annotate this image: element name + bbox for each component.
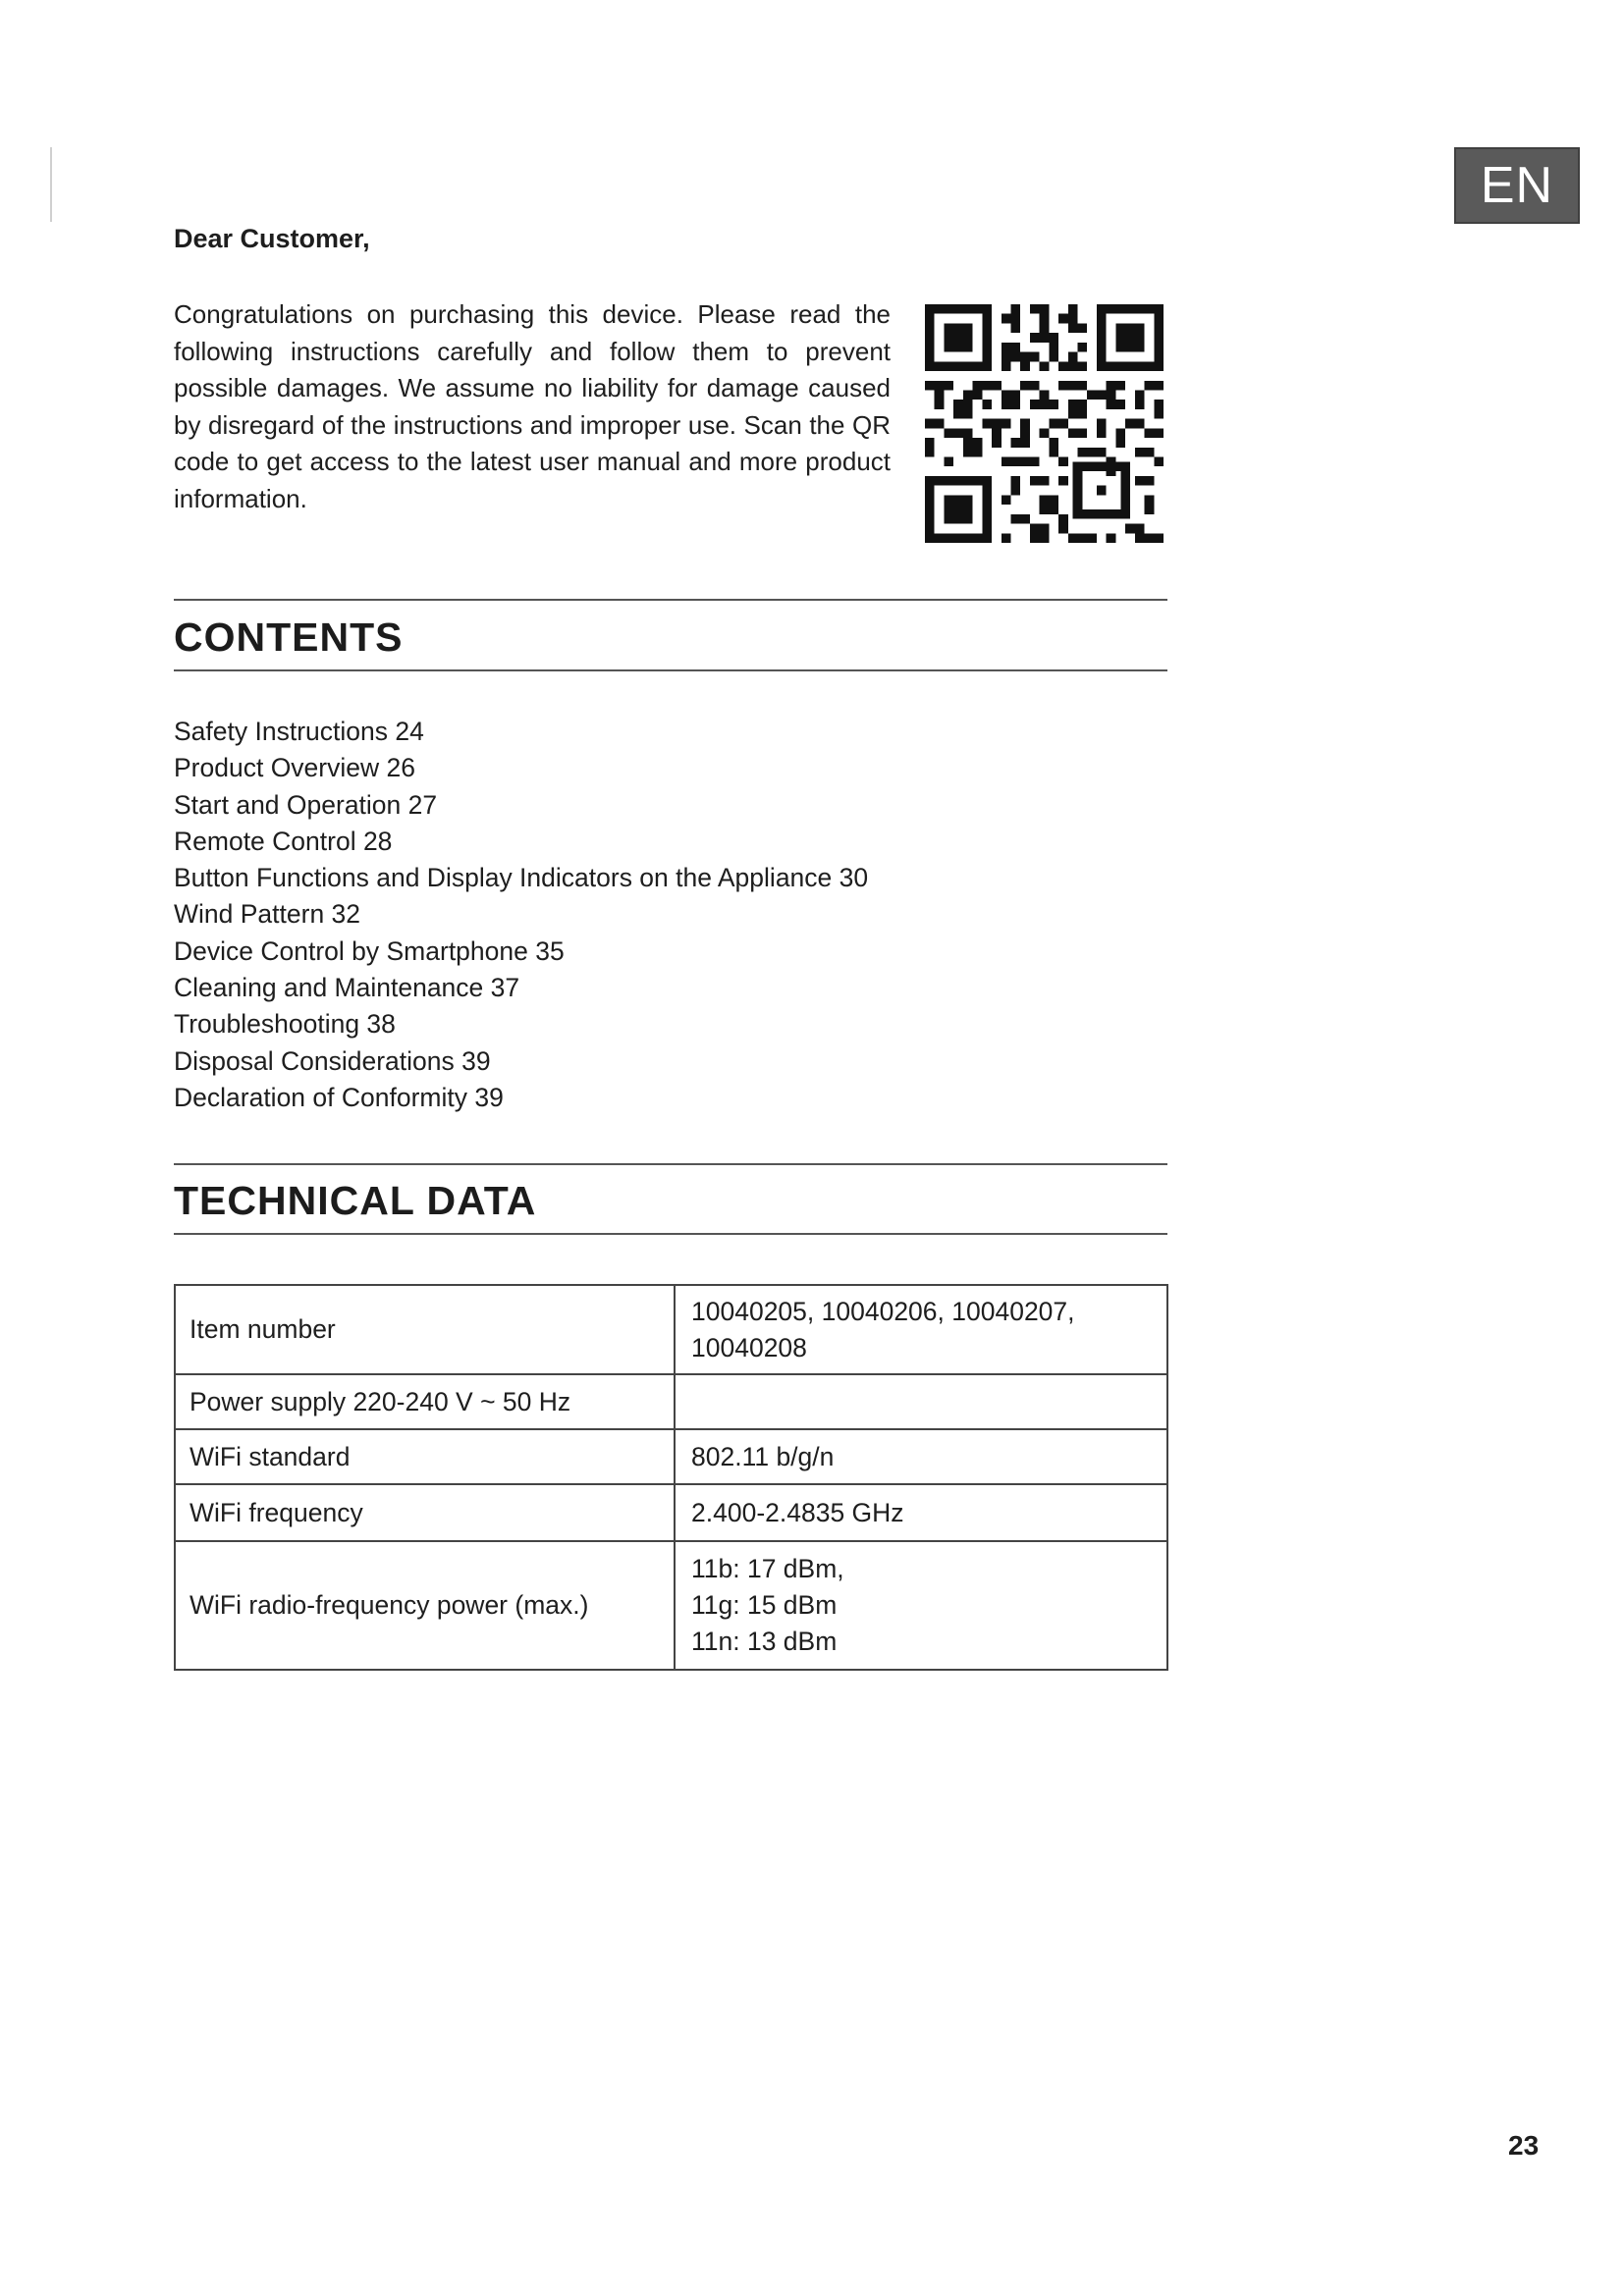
table-cell-label: Power supply 220-240 V ~ 50 Hz [175, 1374, 675, 1429]
value-line: 11g: 15 dBm [691, 1590, 838, 1620]
value-line: 11n: 13 dBm [691, 1627, 838, 1656]
toc-item: Troubleshooting 38 [174, 1009, 396, 1040]
toc-item: Device Control by Smartphone 35 [174, 935, 565, 966]
table-row [175, 1429, 1167, 1484]
toc-item: Declaration of Conformity 39 [174, 1082, 504, 1112]
technical-data-rule-top [174, 1163, 1167, 1165]
toc-item: Button Functions and Display Indicators on the Appliance 30 [174, 863, 869, 893]
greeting: Dear Customer, [174, 224, 370, 253]
table-cell-label: WiFi frequency [175, 1484, 675, 1541]
contents-heading: CONTENTS [174, 614, 404, 660]
intro-paragraph: Congratulations on purchasing this device. Please read the following instructions carefully and follow them to prevent possible damages. We assume no liability for damage caused by disregard of the instructions and improper use. Scan the QR code to get access to the latest user manual and more product information. [174, 299, 891, 513]
table-row [175, 1374, 1167, 1429]
page-number: 23 [1508, 2130, 1540, 2161]
value-line: 10040205, 10040206, 10040207, [691, 1296, 1075, 1326]
toc-item: Product Overview 26 [174, 753, 415, 783]
table-cell-value [675, 1429, 1167, 1484]
table-cell-value [675, 1374, 1167, 1429]
contents-rule-bottom [174, 669, 1167, 671]
table-row [175, 1541, 1167, 1670]
table-row [175, 1285, 1167, 1374]
table-cell-value [675, 1285, 1167, 1374]
value-line: 2.400-2.4835 GHz [691, 1497, 904, 1527]
value-line: 802.11 b/g/n [691, 1441, 835, 1471]
toc-item: Cleaning and Maintenance 37 [174, 973, 520, 1003]
technical-data-table [174, 1284, 1168, 1671]
toc-item: Start and Operation 27 [174, 789, 438, 820]
margin-line [50, 147, 52, 222]
table-cell-label: WiFi radio-frequency power (max.) [175, 1541, 675, 1670]
table-cell-value [675, 1484, 1167, 1541]
toc-item: Safety Instructions 24 [174, 717, 424, 746]
language-badge: EN [1454, 147, 1580, 224]
qr-code-icon [925, 302, 1164, 545]
table-row [175, 1484, 1167, 1541]
contents-rule-top [174, 599, 1167, 601]
value-line: 11b: 17 dBm, [691, 1554, 844, 1583]
technical-data-rule-bottom [174, 1233, 1167, 1235]
toc-item: Remote Control 28 [174, 826, 393, 856]
table-of-contents [174, 714, 868, 1116]
technical-data-heading: TECHNICAL DATA [174, 1178, 537, 1223]
toc-item: Wind Pattern 32 [174, 899, 361, 930]
toc-item: Disposal Considerations 39 [174, 1045, 491, 1076]
table-cell-label: Item number [175, 1285, 675, 1374]
value-line: 10040208 [691, 1332, 807, 1362]
table-cell-value [675, 1541, 1167, 1670]
table-cell-label: WiFi standard [175, 1429, 675, 1484]
